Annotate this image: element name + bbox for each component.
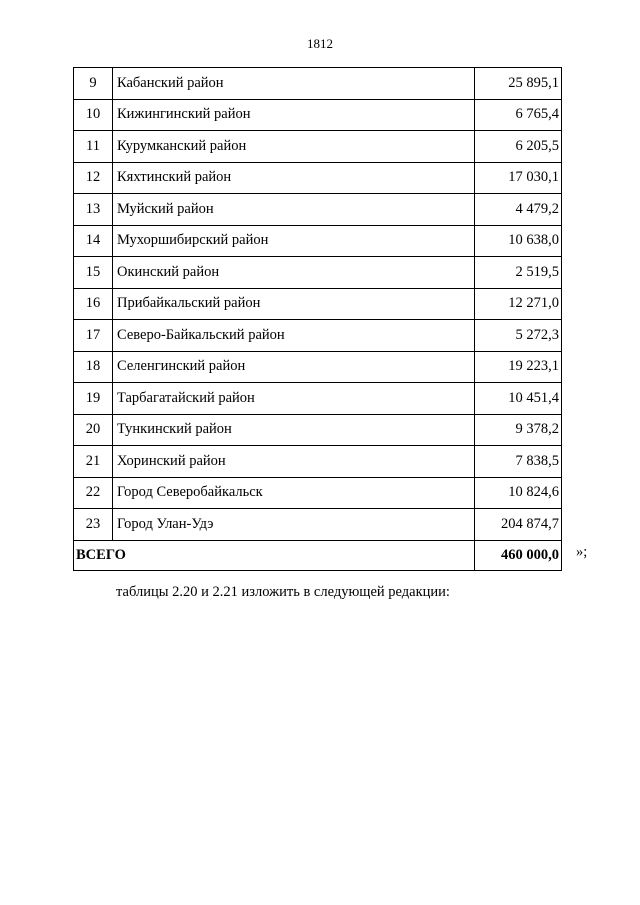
allocation-value: 204 874,7 — [475, 509, 562, 541]
allocation-value: 4 479,2 — [475, 194, 562, 226]
table-row — [74, 477, 562, 509]
row-number: 22 — [74, 477, 113, 509]
district-name: Мухоршибирский район — [113, 225, 475, 257]
district-name: Тункинский район — [113, 414, 475, 446]
total-row — [74, 540, 562, 570]
district-name: Северо-Байкальский район — [113, 320, 475, 352]
row-number: 20 — [74, 414, 113, 446]
total-value: 460 000,0 — [475, 540, 562, 570]
row-number: 9 — [74, 68, 113, 100]
allocation-value: 12 271,0 — [475, 288, 562, 320]
total-label: ВСЕГО — [74, 540, 475, 570]
row-number: 16 — [74, 288, 113, 320]
district-allocation-table — [73, 67, 562, 571]
table-row — [74, 99, 562, 131]
table-row — [74, 509, 562, 541]
district-name: Тарбагатайский район — [113, 383, 475, 415]
district-name: Кабанский район — [113, 68, 475, 100]
allocation-value: 7 838,5 — [475, 446, 562, 478]
allocation-value: 6 765,4 — [475, 99, 562, 131]
allocation-value: 5 272,3 — [475, 320, 562, 352]
table-row — [74, 131, 562, 163]
district-name: Город Улан-Удэ — [113, 509, 475, 541]
table-row — [74, 225, 562, 257]
allocation-value: 9 378,2 — [475, 414, 562, 446]
page-number: 1812 — [307, 36, 333, 51]
row-number: 13 — [74, 194, 113, 226]
allocation-value: 17 030,1 — [475, 162, 562, 194]
allocation-value: 10 824,6 — [475, 477, 562, 509]
row-number: 18 — [74, 351, 113, 383]
table-row — [74, 414, 562, 446]
row-number: 14 — [74, 225, 113, 257]
district-name: Кижингинский район — [113, 99, 475, 131]
row-number: 19 — [74, 383, 113, 415]
district-name: Селенгинский район — [113, 351, 475, 383]
allocation-value: 10 638,0 — [475, 225, 562, 257]
table-row — [74, 194, 562, 226]
row-number: 23 — [74, 509, 113, 541]
district-name: Муйский район — [113, 194, 475, 226]
allocation-value: 6 205,5 — [475, 131, 562, 163]
table-row — [74, 162, 562, 194]
allocation-value: 10 451,4 — [475, 383, 562, 415]
table-row — [74, 68, 562, 100]
row-number: 17 — [74, 320, 113, 352]
table-row — [74, 383, 562, 415]
allocation-value: 19 223,1 — [475, 351, 562, 383]
row-number: 21 — [74, 446, 113, 478]
table-row — [74, 351, 562, 383]
district-name: Курумканский район — [113, 131, 475, 163]
district-name: Кяхтинский район — [113, 162, 475, 194]
district-name: Город Северобайкальск — [113, 477, 475, 509]
district-name: Прибайкальский район — [113, 288, 475, 320]
table-row — [74, 446, 562, 478]
district-name: Окинский район — [113, 257, 475, 289]
closing-quote: »; — [576, 544, 588, 560]
row-number: 10 — [74, 99, 113, 131]
amendment-paragraph: таблицы 2.20 и 2.21 изложить в следующей редакции: — [116, 584, 450, 600]
allocation-value: 25 895,1 — [475, 68, 562, 100]
allocation-value: 2 519,5 — [475, 257, 562, 289]
table-row — [74, 257, 562, 289]
row-number: 11 — [74, 131, 113, 163]
table-row — [74, 288, 562, 320]
row-number: 15 — [74, 257, 113, 289]
row-number: 12 — [74, 162, 113, 194]
district-name: Хоринский район — [113, 446, 475, 478]
table-body — [74, 68, 562, 571]
table-row — [74, 320, 562, 352]
